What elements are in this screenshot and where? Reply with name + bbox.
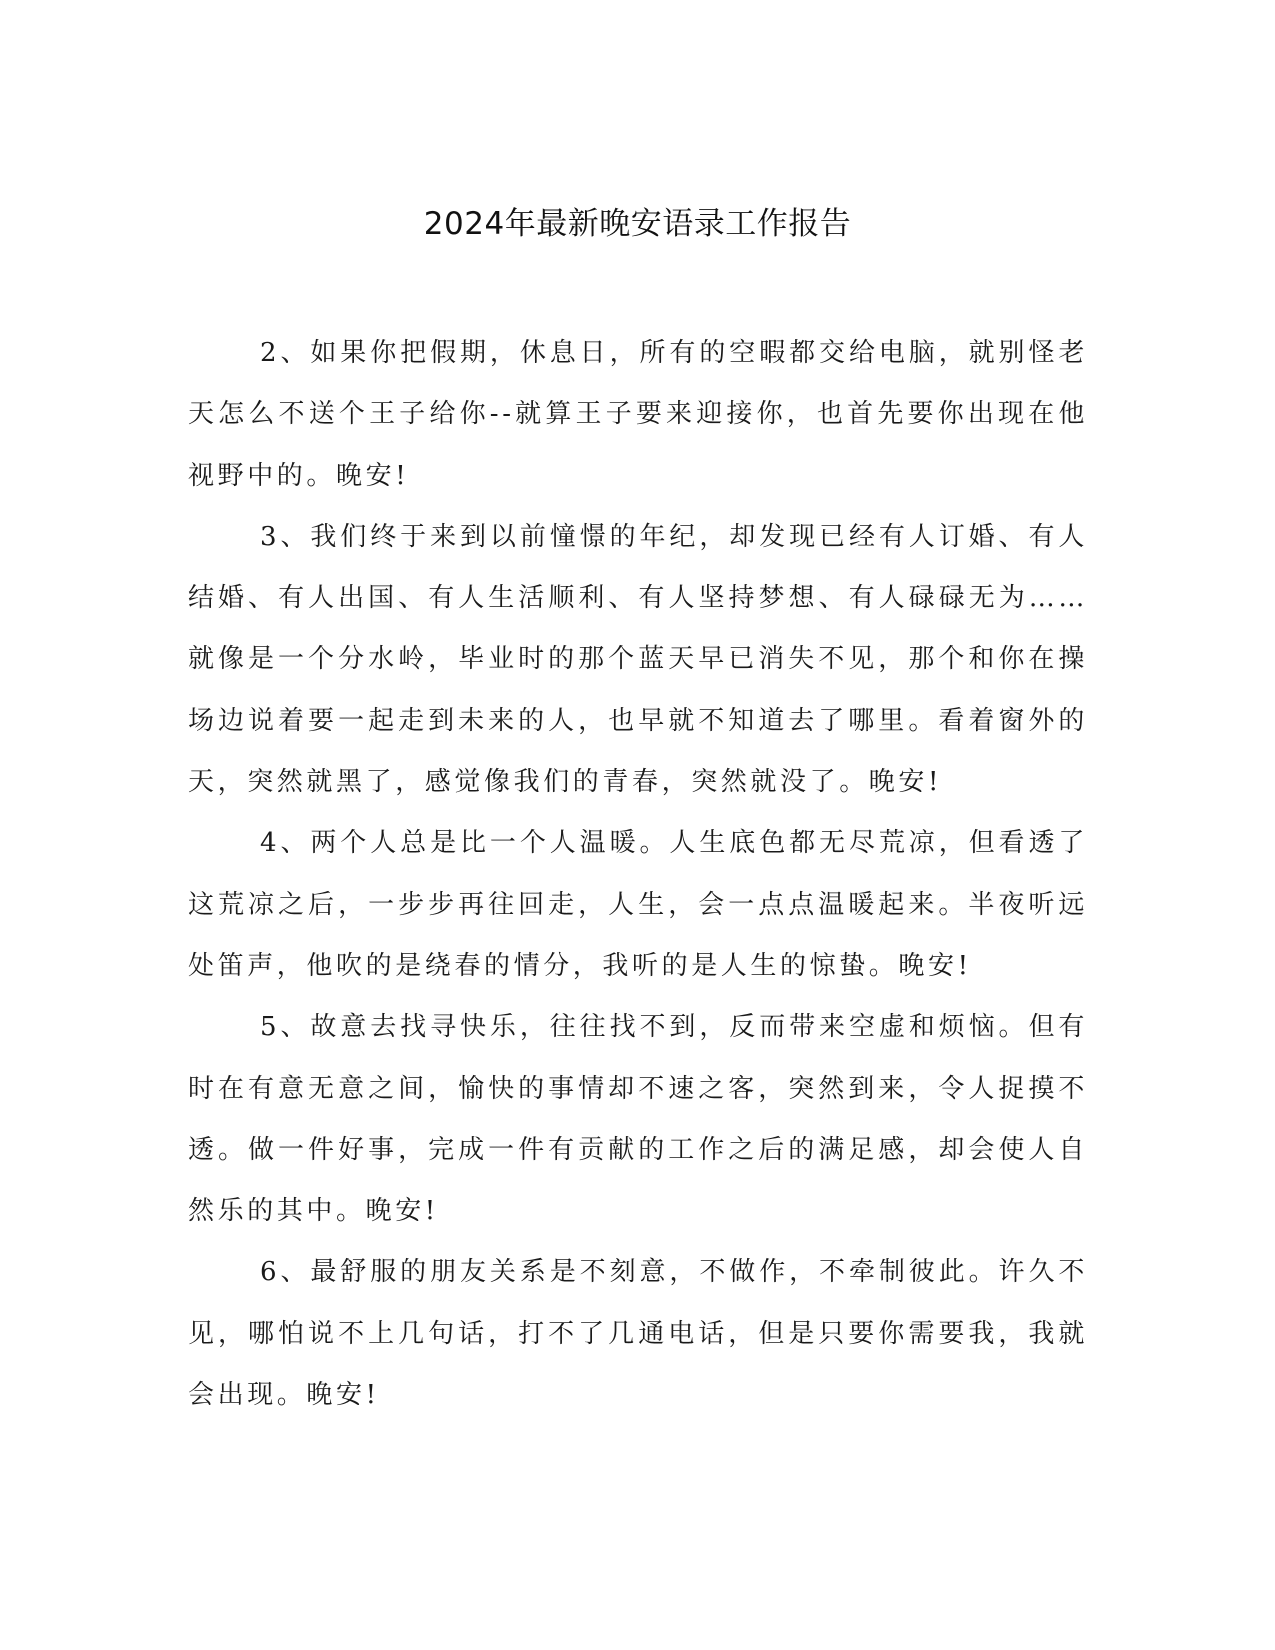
paragraph-2: 2、如果你把假期，休息日，所有的空暇都交给电脑，就别怪老天怎么不送个王子给你--就算王子要来迎接你，也首先要你出现在他视野中的。晚安! [188,338,1088,491]
document-title: 2024年最新晚安语录工作报告 [423,206,852,242]
paragraph-4: 4、两个人总是比一个人温暖。人生底色都无尽荒凉，但看透了这荒凉之后，一步步再往回走，人生，会一点点温暖起来。半夜听远处笛声，他吹的是绕春的情分，我听的是人生的惊蛰。晚安! [188,828,1088,981]
paragraph-3: 3、我们终于来到以前憧憬的年纪，却发现已经有人订婚、有人结婚、有人出国、有人生活顺利、有人坚持梦想、有人碌碌无为……就像是一个分水岭，毕业时的那个蓝天早已消失不见，那个和你在操场边说着要一起走到未来的人，也早就不知道去了哪里。看着窗外的天，突然就黑了，感觉像我们的青春，突然就没了。晚安! [188,521,1088,798]
paragraph-5: 5、故意去找寻快乐，往往找不到，反而带来空虚和烦恼。但有时在有意无意之间，愉快的事情却不速之客，突然到来，令人捉摸不透。做一件好事，完成一件有贡献的工作之后的满足感，却会使人自然乐的其中。晚安! [188,1012,1088,1227]
paragraph-6: 6、最舒服的朋友关系是不刻意，不做作，不牵制彼此。许久不见，哪怕说不上几句话，打不了几通电话，但是只要你需要我，我就会出现。晚安! [188,1257,1088,1411]
document-body [188,323,1088,1426]
